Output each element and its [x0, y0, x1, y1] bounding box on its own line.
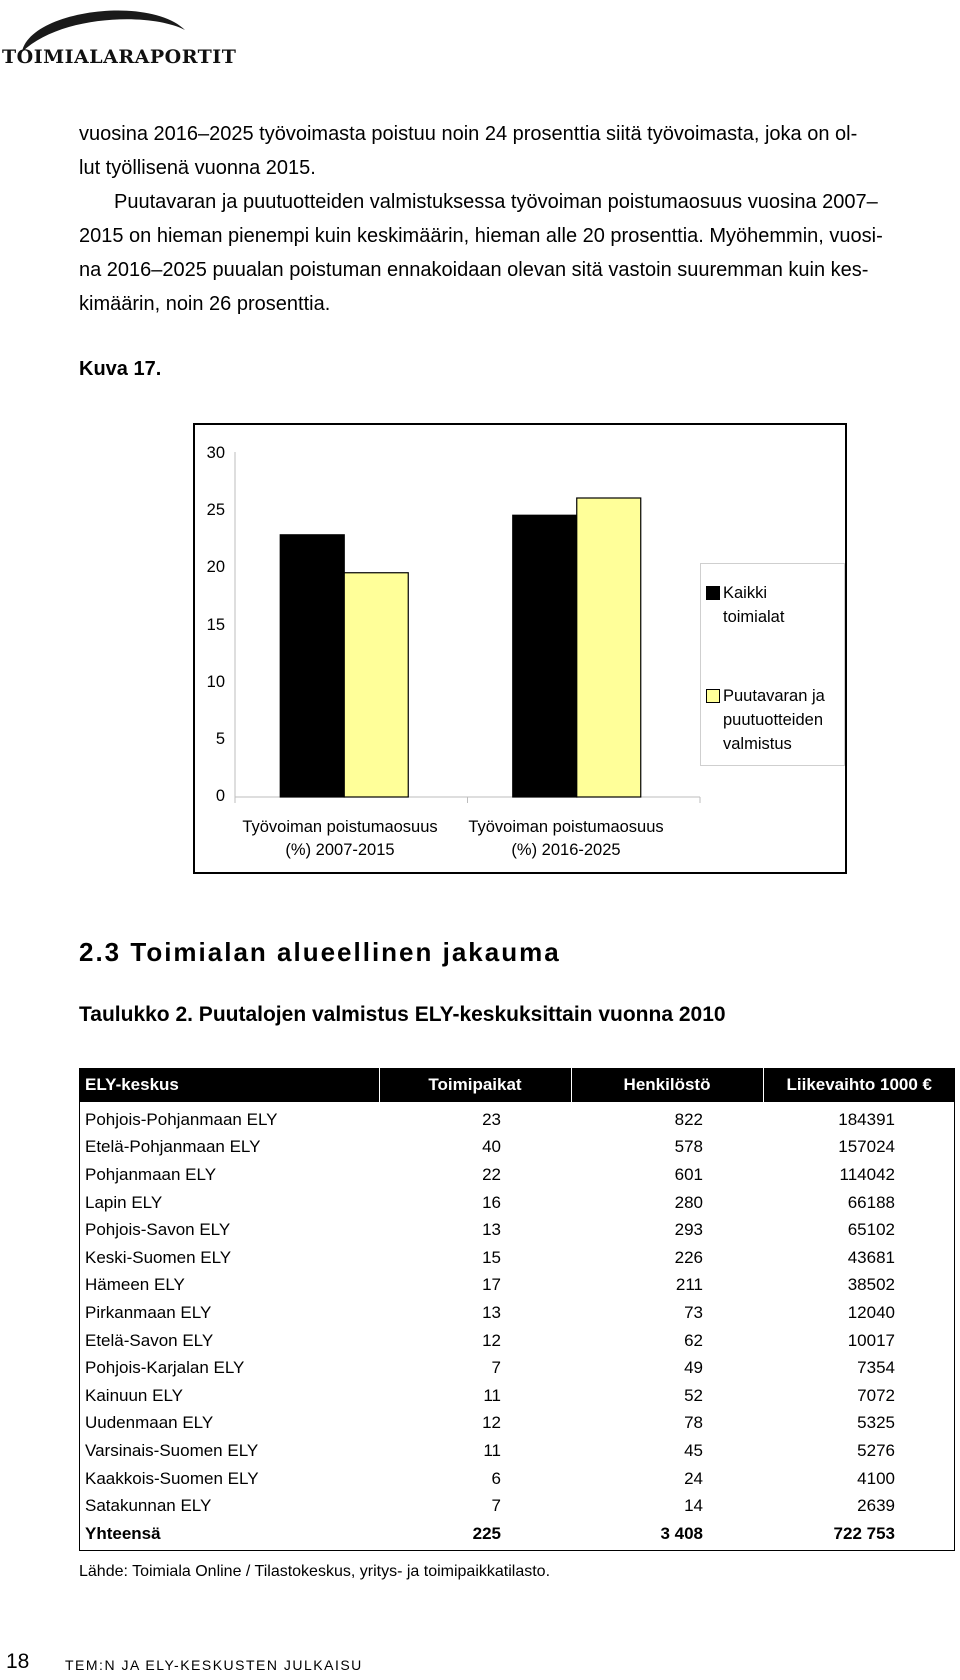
paragraph-2-line-3: na 2016–2025 puualan poistuman ennakoidaan olevan sitä vastoin suuremman kuin kes-	[79, 259, 869, 281]
cell-liikevaihto: 65102	[847, 1220, 895, 1240]
table-row	[79, 1189, 955, 1217]
cell-toimipaikat: 22	[482, 1164, 501, 1184]
table-row	[79, 1299, 955, 1327]
table-row	[79, 1244, 955, 1272]
cell-henkilosto: 49	[684, 1358, 703, 1378]
table-row	[79, 1327, 955, 1355]
cell-henkilosto: 73	[684, 1302, 703, 1322]
legend-swatch-black	[706, 586, 720, 600]
table-row	[79, 1272, 955, 1300]
cell-henkilosto: 601	[674, 1164, 703, 1184]
cell-toimipaikat: 16	[482, 1192, 501, 1212]
cell-toimipaikat: 15	[482, 1247, 501, 1267]
cell-ely-keskus: Kainuun ELY	[85, 1385, 183, 1405]
legend-label-line: valmistus	[723, 735, 792, 753]
legend-label-line: toimialat	[723, 608, 785, 626]
x-category-line: (%) 2016-2025	[511, 841, 621, 859]
cell-ely-keskus: Varsinais-Suomen ELY	[85, 1440, 259, 1460]
x-category-line: Työvoiman poistumaosuus	[468, 818, 664, 836]
logo-text: TOIMIALARAPORTIT	[2, 46, 237, 68]
bar-kaikki-toimialat-1	[280, 535, 344, 797]
figure-caption: Kuva 17.	[79, 358, 162, 380]
cell-henkilosto: 226	[674, 1247, 703, 1267]
cell-liikevaihto: 7072	[857, 1385, 895, 1405]
cell-toimipaikat: 23	[482, 1109, 501, 1129]
cell-liikevaihto: 2639	[857, 1496, 895, 1516]
publication-title: TEM:N JA ELY-KESKUSTEN JULKAISU	[65, 1657, 363, 1673]
cell-henkilosto: 293	[674, 1220, 703, 1240]
cell-ely-keskus: Pohjois-Pohjanmaan ELY	[85, 1109, 278, 1129]
cell-toimipaikat: 17	[482, 1275, 501, 1295]
cell-ely-keskus: Uudenmaan ELY	[85, 1413, 214, 1433]
table-header-row	[79, 1068, 955, 1102]
legend-label-line: Puutavaran ja	[723, 687, 825, 705]
y-tick-label: 5	[215, 730, 225, 748]
paragraph-2-line-1: Puutavaran ja puutuotteiden valmistuksessa työvoiman poistumaosuus vuosina 2007–	[114, 191, 878, 213]
paragraph-1-line-2: lut työllisenä vuonna 2015.	[79, 157, 316, 179]
cell-liikevaihto: 184391	[838, 1109, 895, 1129]
cell-henkilosto: 62	[684, 1330, 703, 1350]
cell-total-henkilosto: 3 408	[660, 1523, 703, 1543]
table-title: Taulukko 2. Puutalojen valmistus ELY-keskuksittain vuonna 2010	[79, 1003, 726, 1026]
cell-ely-keskus: Etelä-Savon ELY	[85, 1330, 214, 1350]
cell-total-liikevaihto: 722 753	[833, 1523, 895, 1543]
cell-liikevaihto: 7354	[857, 1358, 895, 1378]
x-category-line: Työvoiman poistumaosuus	[242, 818, 438, 836]
cell-henkilosto: 280	[674, 1192, 703, 1212]
paragraph-1-line-1: vuosina 2016–2025 työvoimasta poistuu noin 24 prosenttia siitä työvoimasta, joka on ol-	[79, 123, 858, 145]
ely-table	[79, 1068, 955, 1548]
cell-ely-keskus: Pohjois-Karjalan ELY	[85, 1358, 245, 1378]
table-total-row	[79, 1520, 955, 1548]
cell-henkilosto: 52	[684, 1385, 703, 1405]
body-paragraphs	[79, 117, 955, 321]
cell-liikevaihto: 5325	[857, 1413, 895, 1433]
table-row	[79, 1465, 955, 1493]
bar-puutavara-1	[344, 573, 408, 797]
legend-label-line: Kaikki	[723, 584, 768, 602]
cell-ely-keskus: Kaakkois-Suomen ELY	[85, 1468, 259, 1488]
bar-puutavara-2	[577, 498, 641, 797]
legend-label-line: puutuotteiden	[723, 711, 824, 729]
cell-toimipaikat: 12	[482, 1330, 501, 1350]
table-row	[79, 1134, 955, 1162]
cell-ely-keskus: Pohjanmaan ELY	[85, 1164, 217, 1184]
cell-liikevaihto: 66188	[847, 1192, 895, 1212]
cell-henkilosto: 78	[684, 1413, 703, 1433]
cell-liikevaihto: 4100	[857, 1468, 895, 1488]
cell-toimipaikat: 40	[482, 1137, 501, 1157]
cell-ely-keskus: Pirkanmaan ELY	[85, 1302, 212, 1322]
paragraph-2-line-2: 2015 on hieman pienempi kuin keskimäärin, hieman alle 20 prosenttia. Myöhemmin, vuosi-	[79, 225, 883, 247]
y-tick-label: 0	[215, 787, 225, 805]
cell-henkilosto: 14	[684, 1496, 703, 1516]
cell-ely-keskus: Satakunnan ELY	[85, 1496, 212, 1516]
cell-toimipaikat: 7	[491, 1358, 501, 1378]
cell-toimipaikat: 11	[483, 1440, 501, 1460]
table-source: Lähde: Toimiala Online / Tilastokeskus, yritys- ja toimipaikkatilasto.	[79, 1563, 551, 1580]
bar-kaikki-toimialat-2	[513, 515, 577, 797]
cell-toimipaikat: 11	[483, 1385, 501, 1405]
chart-legend	[700, 563, 845, 766]
table-row	[79, 1161, 955, 1189]
header-ely-keskus: ELY-keskus	[79, 1068, 379, 1102]
cell-toimipaikat: 13	[482, 1220, 501, 1240]
table-row	[79, 1437, 955, 1465]
cell-toimipaikat: 12	[482, 1413, 501, 1433]
cell-henkilosto: 24	[684, 1468, 703, 1488]
cell-total-toimipaikat: 225	[472, 1523, 501, 1543]
cell-henkilosto: 211	[675, 1275, 703, 1295]
cell-ely-keskus: Keski-Suomen ELY	[85, 1247, 232, 1267]
cell-liikevaihto: 157024	[838, 1137, 895, 1157]
y-tick-label: 10	[206, 673, 225, 691]
legend-label	[723, 684, 843, 756]
x-category-line: (%) 2007-2015	[285, 841, 395, 859]
cell-ely-keskus: Lapin ELY	[85, 1192, 163, 1212]
cell-ely-keskus: Pohjois-Savon ELY	[85, 1220, 231, 1240]
y-tick-label: 20	[206, 558, 225, 576]
cell-toimipaikat: 6	[491, 1468, 501, 1488]
cell-henkilosto: 45	[684, 1440, 703, 1460]
toimialaraportit-logo	[0, 0, 237, 80]
section-title: 2.3 Toimialan alueellinen jakauma	[79, 937, 561, 967]
bar-chart	[193, 423, 847, 874]
y-tick-label: 25	[206, 501, 225, 519]
header-liikevaihto: Liikevaihto 1000 €	[763, 1068, 955, 1102]
legend-label	[723, 581, 843, 629]
cell-henkilosto: 822	[674, 1109, 703, 1129]
page-number: 18	[6, 1650, 30, 1673]
cell-liikevaihto: 114042	[839, 1164, 895, 1184]
table-row	[79, 1382, 955, 1410]
table-row	[79, 1410, 955, 1438]
table-row	[79, 1102, 955, 1134]
x-category-label-2	[451, 816, 681, 862]
table-row	[79, 1216, 955, 1244]
y-tick-label: 30	[206, 444, 225, 462]
cell-liikevaihto: 5276	[857, 1440, 895, 1460]
cell-ely-keskus: Etelä-Pohjanmaan ELY	[85, 1137, 261, 1157]
cell-ely-keskus: Hämeen ELY	[85, 1275, 185, 1295]
cell-liikevaihto: 12040	[847, 1302, 895, 1322]
paragraph-2-line-4: kimäärin, noin 26 prosenttia.	[79, 293, 331, 315]
table-row	[79, 1354, 955, 1382]
x-category-label-1	[225, 816, 455, 862]
cell-toimipaikat: 13	[482, 1302, 501, 1322]
cell-liikevaihto: 43681	[847, 1247, 895, 1267]
cell-liikevaihto: 10017	[847, 1330, 895, 1350]
cell-toimipaikat: 7	[491, 1496, 501, 1516]
table-row	[79, 1492, 955, 1520]
header-henkilosto: Henkilöstö	[571, 1068, 763, 1102]
legend-swatch-yellow	[706, 689, 720, 703]
y-tick-label: 15	[206, 616, 225, 634]
header-toimipaikat: Toimipaikat	[379, 1068, 571, 1102]
cell-henkilosto: 578	[674, 1137, 703, 1157]
cell-total-label: Yhteensä	[85, 1523, 161, 1543]
cell-liikevaihto: 38502	[847, 1275, 895, 1295]
